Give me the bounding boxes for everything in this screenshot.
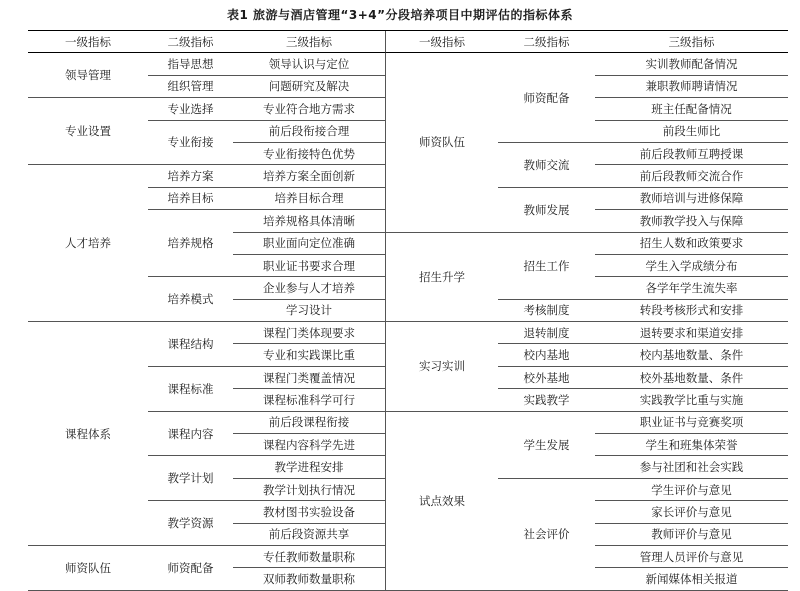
right-level3-cell: 新闻媒体相关报道 <box>595 568 788 590</box>
right-level3-cell: 校内基地数量、条件 <box>595 344 788 366</box>
left-level3-cell: 专任教师数量职称 <box>233 546 386 568</box>
left-level2-cell: 培养方案 <box>148 165 233 187</box>
right-level3-cell: 各学年学生流失率 <box>595 277 788 299</box>
right-level2-cell: 校内基地 <box>498 344 595 366</box>
left-level2-cell: 培养规格 <box>148 210 233 277</box>
left-level2-cell: 指导思想 <box>148 53 233 75</box>
right-level1-cell: 招生升学 <box>386 233 498 323</box>
left-level1-cell: 师资队伍 <box>28 546 148 591</box>
right-level1-cell: 试点效果 <box>386 412 498 591</box>
left-level2-cell: 组织管理 <box>148 76 233 98</box>
right-level2-cell: 教师交流 <box>498 143 595 188</box>
right-level3-cell: 校外基地数量、条件 <box>595 367 788 389</box>
right-level3-cell: 学生入学成绩分布 <box>595 255 788 277</box>
left-level2-cell: 培养目标 <box>148 188 233 210</box>
left-level1-cell: 领导管理 <box>28 53 148 98</box>
header-cell: 一级指标 <box>28 31 148 53</box>
left-level3-cell: 专业符合地方需求 <box>233 98 386 120</box>
right-level3-cell: 退转要求和渠道安排 <box>595 322 788 344</box>
left-level2-cell: 培养模式 <box>148 277 233 322</box>
right-level3-cell: 班主任配备情况 <box>595 98 788 120</box>
right-level2-cell: 退转制度 <box>498 322 595 344</box>
left-level2-cell: 教学资源 <box>148 501 233 546</box>
right-level2-cell: 社会评价 <box>498 479 595 591</box>
left-level2-cell: 师资配备 <box>148 546 233 591</box>
left-level2-cell: 课程内容 <box>148 412 233 457</box>
header-cell: 一级指标 <box>386 31 498 53</box>
left-level3-cell: 前后段资源共享 <box>233 524 386 546</box>
left-level3-cell: 课程门类覆盖情况 <box>233 367 386 389</box>
left-level3-cell: 课程门类体现要求 <box>233 322 386 344</box>
right-level3-cell: 实践教学比重与实施 <box>595 389 788 411</box>
right-level3-cell: 前后段教师互聘授课 <box>595 143 788 165</box>
left-level1-cell: 课程体系 <box>28 322 148 546</box>
right-level2-cell: 考核制度 <box>498 300 595 322</box>
left-level1-cell: 人才培养 <box>28 165 148 322</box>
right-level2-cell: 师资配备 <box>498 53 595 143</box>
right-level3-cell: 招生人数和政策要求 <box>595 233 788 255</box>
right-level2-cell: 学生发展 <box>498 412 595 479</box>
left-level1-cell: 专业设置 <box>28 98 148 165</box>
left-level2-cell: 教学计划 <box>148 456 233 501</box>
left-level3-cell: 学习设计 <box>233 300 386 322</box>
right-level3-cell: 转段考核形式和安排 <box>595 300 788 322</box>
left-level3-cell: 课程内容科学先进 <box>233 434 386 456</box>
left-level3-cell: 双师教师数量职称 <box>233 568 386 590</box>
left-level3-cell: 培养目标合理 <box>233 188 386 210</box>
header-cell: 三级指标 <box>595 31 788 53</box>
right-level3-cell: 职业证书与竞赛奖项 <box>595 412 788 434</box>
right-level3-cell: 学生和班集体荣誉 <box>595 434 788 456</box>
left-level3-cell: 专业衔接特色优势 <box>233 143 386 165</box>
left-level3-cell: 前后段课程衔接 <box>233 412 386 434</box>
left-level3-cell: 教材图书实验设备 <box>233 501 386 523</box>
left-level2-cell: 专业选择 <box>148 98 233 120</box>
right-level3-cell: 家长评价与意见 <box>595 501 788 523</box>
right-level2-cell: 招生工作 <box>498 233 595 300</box>
header-cell: 二级指标 <box>148 31 233 53</box>
right-level3-cell: 前段生师比 <box>595 121 788 143</box>
right-level3-cell: 教师教学投入与保障 <box>595 210 788 232</box>
right-level3-cell: 管理人员评价与意见 <box>595 546 788 568</box>
header-cell: 二级指标 <box>498 31 595 53</box>
left-level3-cell: 培养规格具体清晰 <box>233 210 386 232</box>
table-title: 表1 旅游与酒店管理“3+4”分段培养项目中期评估的指标体系 <box>226 8 574 22</box>
right-level2-cell: 校外基地 <box>498 367 595 389</box>
left-level3-cell: 问题研究及解决 <box>233 76 386 98</box>
right-level1-cell: 师资队伍 <box>386 53 498 232</box>
left-level3-cell: 教学计划执行情况 <box>233 479 386 501</box>
right-level2-cell: 教师发展 <box>498 188 595 233</box>
right-level3-cell: 学生评价与意见 <box>595 479 788 501</box>
left-level3-cell: 企业参与人才培养 <box>233 277 386 299</box>
right-level3-cell: 教师评价与意见 <box>595 524 788 546</box>
right-level3-cell: 前后段教师交流合作 <box>595 165 788 187</box>
right-level3-cell: 参与社团和社会实践 <box>595 456 788 478</box>
left-level2-cell: 课程标准 <box>148 367 233 412</box>
header-cell: 三级指标 <box>233 31 386 53</box>
right-level2-cell: 实践教学 <box>498 389 595 411</box>
left-level2-cell: 课程结构 <box>148 322 233 367</box>
right-level3-cell: 教师培训与进修保障 <box>595 188 788 210</box>
right-level1-cell: 实习实训 <box>386 322 498 412</box>
left-level3-cell: 领导认识与定位 <box>233 53 386 75</box>
right-level3-cell: 实训教师配备情况 <box>595 53 788 75</box>
left-level3-cell: 职业面向定位准确 <box>233 233 386 255</box>
left-level3-cell: 职业证书要求合理 <box>233 255 386 277</box>
left-level3-cell: 专业和实践课比重 <box>233 344 386 366</box>
left-level2-cell: 专业衔接 <box>148 121 233 166</box>
indicator-table <box>28 30 788 591</box>
left-level3-cell: 教学进程安排 <box>233 456 386 478</box>
left-level3-cell: 前后段衔接合理 <box>233 121 386 143</box>
left-level3-cell: 课程标准科学可行 <box>233 389 386 411</box>
right-level3-cell: 兼职教师聘请情况 <box>595 76 788 98</box>
left-level3-cell: 培养方案全面创新 <box>233 165 386 187</box>
